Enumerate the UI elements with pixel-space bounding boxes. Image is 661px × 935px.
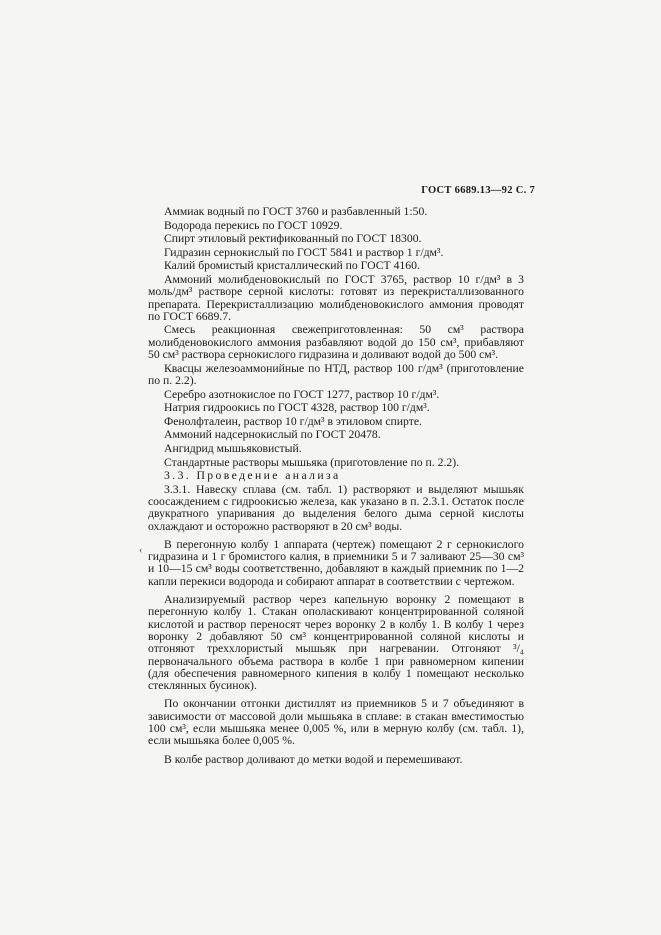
paragraph: Спирт этиловый ректификованный по ГОСТ 18300. [164,232,422,246]
paragraph: Водорода перекись по ГОСТ 10929. [164,218,343,232]
paragraph: Смесь реакционная свежеприготовленная: 50 см³ раствора молибденовокислого аммония разбавляют водой до 150 см³, прибавляют 50 см³ раствора сернокислого гидразина и доливают водой до 500 см³. [148,323,524,362]
paragraph: Стандартные растворы мышьяка (приготовление по п. 2.2). [164,455,460,469]
paragraph: Натрия гидроокись по ГОСТ 4328, раствор 100 г/дм³. [164,401,430,415]
body-text [148,206,524,767]
paragraph: Аммоний молибденовокислый по ГОСТ 3765, раствор 10 г/дм³ в 3 моль/дм³ растворе серной кислоты: готовят из перекристаллизованного препарата. Перекристаллизацию молибденовокислого аммония проводят по ГОСТ 6689.7. [148,272,524,323]
paragraph: Калий бромистый кристаллический по ГОСТ 4160. [164,259,420,273]
paragraph: Квасцы железоаммонийные по НТД, раствор 100 г/дм³ (приготовление по п. 2.2). [148,361,524,387]
paragraph: В перегонную колбу 1 аппарата (чертеж) помещают 2 г сернокислого гидразина и 1 г бромистого калия, в приемники 5 и 7 заливают 25—30 см³ и 10—15 см³ воды соответственно, добавляют в каждый приемник по 1—2 капли перекиси водорода и собирают аппарат в соответствии с чертежом. [148,537,524,588]
paragraph: Анализируемый раствор через капельную воронку 2 помещают в перегонную колбу 1. Стакан ополаскивают концентрированной соляной кислотой и раствор переносят через воронку 2 в колбу 1. В колбу 1 через воронку 2 добавляют 50 см³ концентрированной соляной кислоты и отгоняют треххлористый мышьяк при нагревании. Отгоняют ³/₄ первоначального объема раствора в колбе 1 при равномерном кипении (для обеспечения равномерного кипения в колбу 1 помещают несколько стеклянных бусинок). [148,593,524,693]
paragraph: Аммоний надсернокислый по ГОСТ 20478. [164,428,381,442]
paragraph: 3.3.1. Навеску сплава (см. табл. 1) растворяют и выделяют мышьяк соосаждением с гидроокисью железа, как указано в п. 2.3.1. Остаток после двукратного упаривания до выделения белого дыма серной кислоты охлаждают и осторожно растворяют в 20 см³ воды. [148,482,524,533]
paragraph: По окончании отгонки дистиллят из приемников 5 и 7 объединяют в зависимости от массовой доли мышьяка в сплаве: в стакан вместимостью 100 см³, если мышьяка менее 0,005 %, или в мерную колбу (см. табл. 1), если мышьяка более 0,005 %. [148,697,524,748]
paragraph: Фенолфталеин, раствор 10 г/дм³ в этиловом спирте. [164,414,422,428]
paragraph: В колбе раствор доливают до метки водой и перемешивают. [164,752,463,766]
paragraph: Гидразин сернокислый по ГОСТ 5841 и раствор 1 г/дм³. [164,245,444,259]
paragraph: Ангидрид мышьяковистый. [164,441,302,455]
paragraph: Серебро азотнокислое по ГОСТ 1277, раствор 10 г/дм³. [164,387,440,401]
margin-mark: ‹ [139,545,143,556]
paragraph: Аммиак водный по ГОСТ 3760 и разбавленный 1:50. [164,205,428,218]
section-heading: 3.3. Проведение анализа [164,469,341,483]
gost-page-header: ГОСТ 6689.13—92 С. 7 [421,185,535,196]
